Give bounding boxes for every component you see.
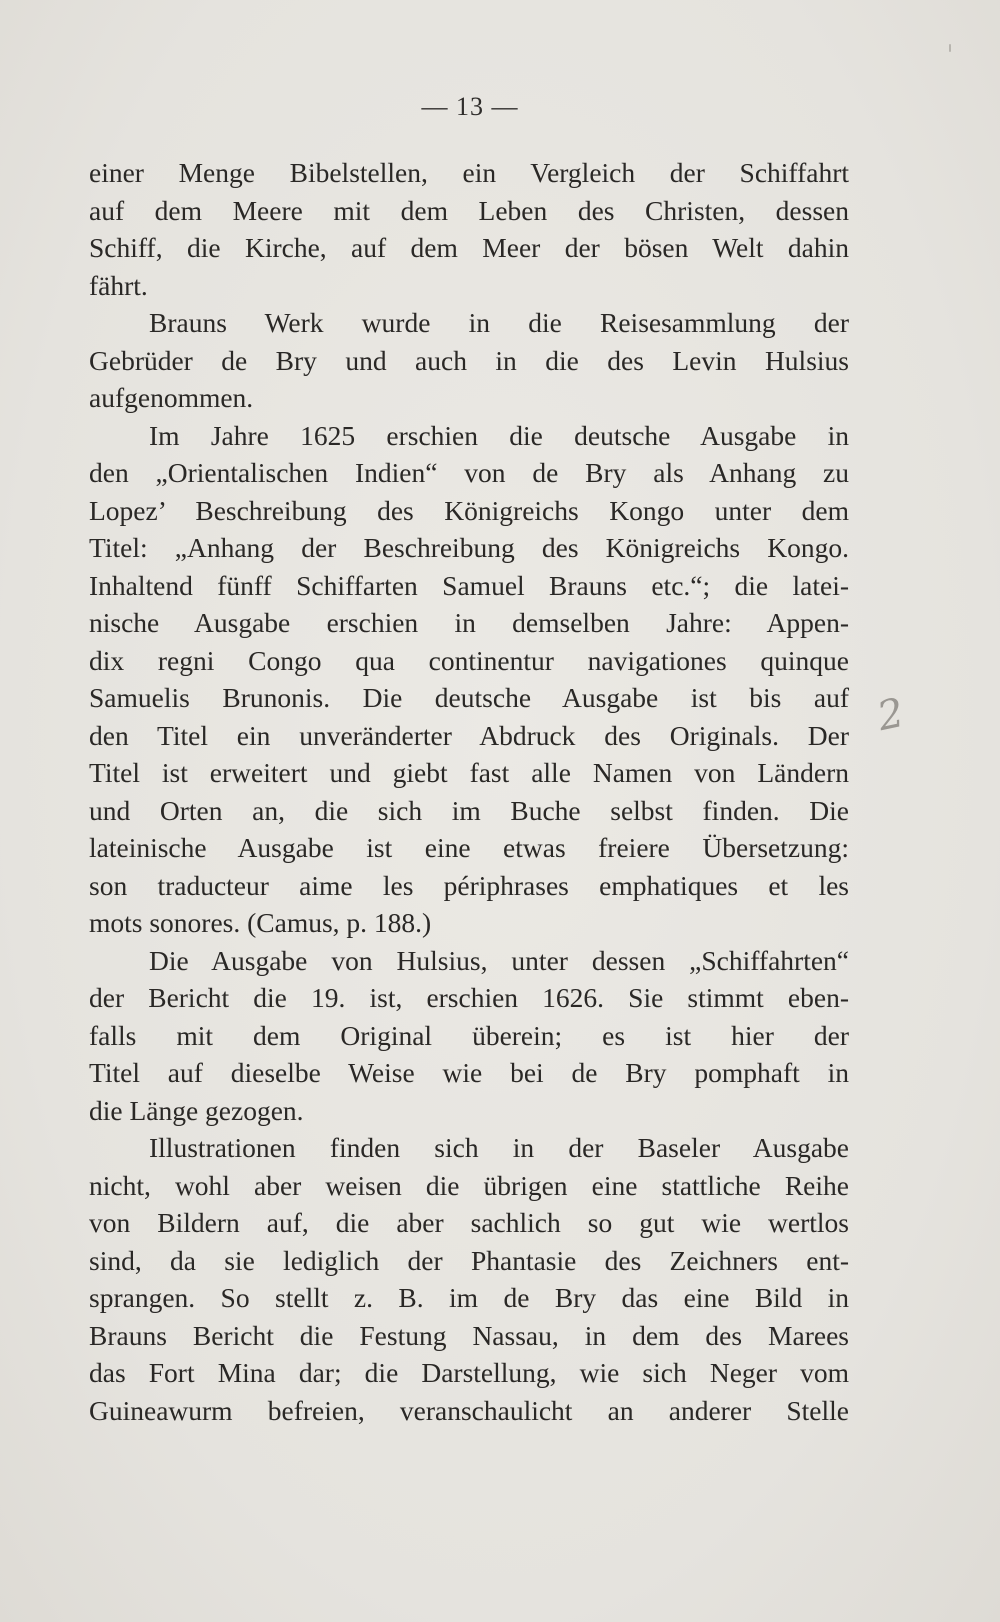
text-line: einer Menge Bibelstellen, ein Vergleich der Schiffahrt: [89, 157, 849, 188]
text-line: den Titel ein unveränderter Abdruck des Originals. Der: [89, 719, 849, 751]
text-line: und Orten an, die sich im Buche selbst finden. Die: [89, 794, 849, 826]
text-line: falls mit dem Original überein; es ist hier der: [89, 1019, 849, 1051]
text-line: das Fort Mina dar; die Darstellung, wie sich Neger vom: [89, 1357, 849, 1388]
text-line: Brauns Bericht die Festung Nassau, in dem des Marees: [89, 1319, 849, 1351]
text-line: fährt.: [89, 269, 148, 301]
text-line: son traducteur aime les périphrases emphatiques et les: [89, 869, 849, 901]
text-line: mots sonores. (Camus, p. 188.): [89, 907, 432, 938]
text-line: Guineawurm befreien, veranschaulicht an anderer Stelle: [89, 1394, 849, 1426]
text-line: Titel: „Anhang der Beschreibung des Königreichs Kongo.: [89, 532, 849, 563]
text-line: Schiff, die Kirche, auf dem Meer der bösen Welt dahin: [89, 232, 849, 263]
text-line: die Länge gezogen.: [89, 1094, 304, 1126]
text-line: lateinische Ausgabe ist eine etwas freiere Übersetzung:: [89, 832, 849, 863]
text-line: sind, da sie lediglich der Phantasie des Zeichners ent-: [89, 1244, 849, 1276]
page-number: — 13 —: [421, 92, 519, 121]
body-text: [89, 154, 849, 1429]
paper-speck: [949, 44, 951, 52]
text-line: aufgenommen.: [89, 382, 254, 413]
text-line: nische Ausgabe erschien in demselben Jahre: Appen-: [89, 607, 849, 638]
text-line: dix regni Congo qua continentur navigationes quinque: [89, 644, 849, 676]
text-line: der Bericht die 19. ist, erschien 1626. Sie stimmt eben-: [89, 982, 849, 1013]
text-line: Die Ausgabe von Hulsius, unter dessen „Schiffahrten“: [149, 944, 849, 976]
text-line: Titel auf dieselbe Weise wie bei de Bry pomphaft in: [89, 1057, 849, 1088]
text-line: Illustrationen finden sich in der Baseler Ausgabe: [149, 1132, 849, 1163]
text-line: Lopez’ Beschreibung des Königreichs Kongo unter dem: [89, 494, 849, 526]
margin-note: 2: [873, 689, 908, 741]
text-line: Brauns Werk wurde in die Reisesammlung der: [149, 307, 849, 338]
text-line: Titel ist erweitert und giebt fast alle Namen von Ländern: [89, 757, 849, 788]
text-line: nicht, wohl aber weisen die übrigen eine stattliche Reihe: [89, 1169, 849, 1201]
text-line: von Bildern auf, die aber sachlich so gut wie wertlos: [89, 1207, 849, 1238]
text-line: sprangen. So stellt z. B. im de Bry das eine Bild in: [89, 1282, 849, 1313]
text-line: Samuelis Brunonis. Die deutsche Ausgabe ist bis auf: [89, 682, 849, 713]
text-line: den „Orientalischen Indien“ von de Bry als Anhang zu: [89, 457, 849, 488]
text-line: Gebrüder de Bry und auch in die des Levin Hulsius: [89, 344, 849, 376]
text-line: auf dem Meere mit dem Leben des Christen, dessen: [89, 194, 849, 226]
text-line: Im Jahre 1625 erschien die deutsche Ausgabe in: [149, 419, 849, 451]
text-line: Inhaltend fünff Schiffarten Samuel Brauns etc.“; die latei-: [89, 569, 849, 601]
